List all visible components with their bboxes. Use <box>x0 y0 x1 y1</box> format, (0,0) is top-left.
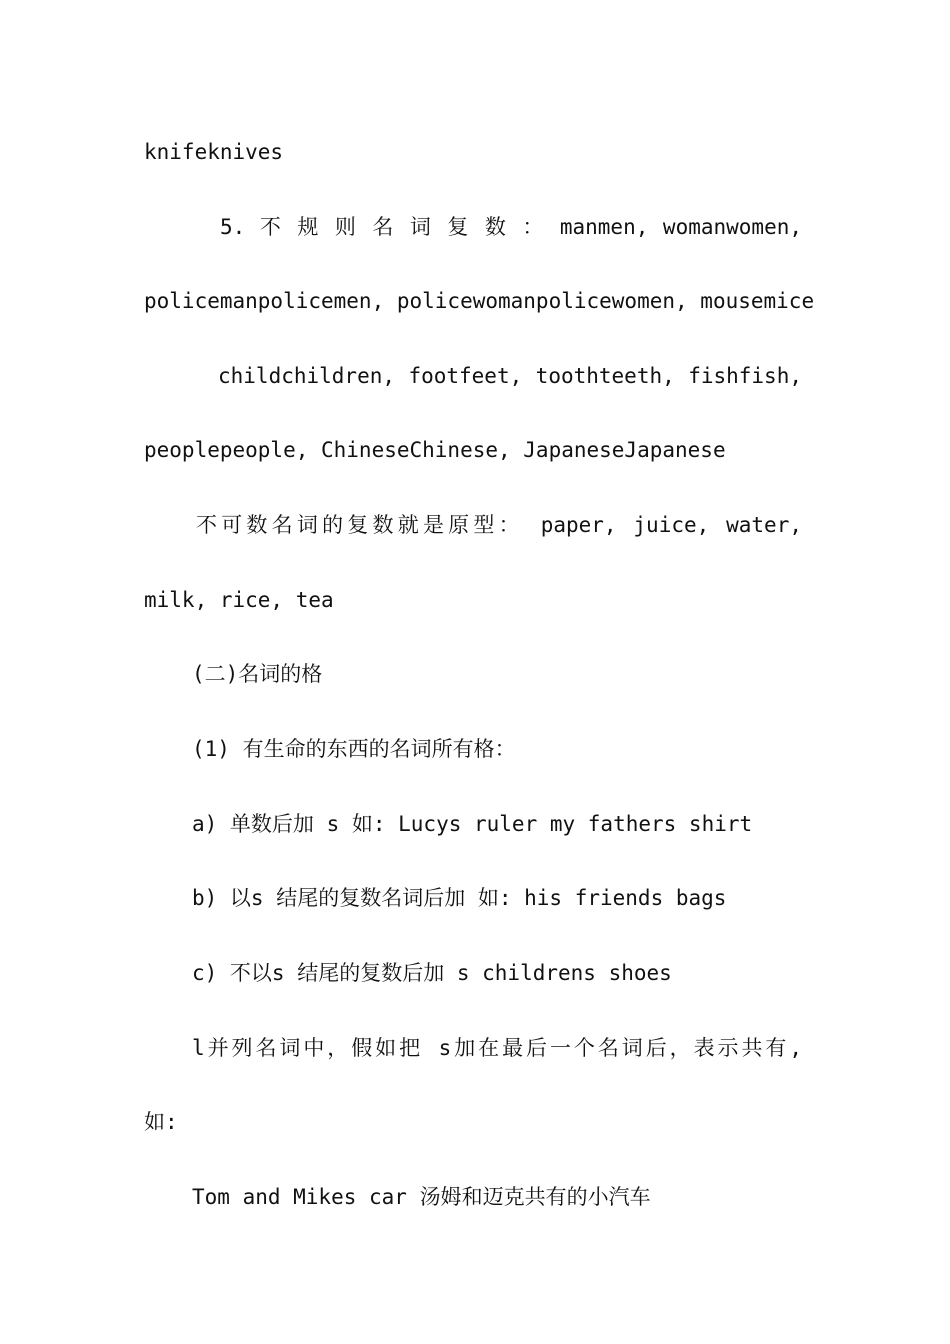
list-item-b: b) 以s 结尾的复数名词后加 如: his friends bags <box>192 886 727 910</box>
text-line-example-tom-mike: Tom and Mikes car 汤姆和迈克共有的小汽车 <box>192 1185 651 1209</box>
text-line-milk: milk, rice, tea <box>144 588 334 612</box>
text-line-knife: knifeknives <box>144 140 284 164</box>
section-heading-noun-case: (二)名词的格 <box>192 662 323 686</box>
text-line-children: childchildren, footfeet, toothteeth, fishfish, <box>218 364 802 388</box>
text-line-example-label: 如: <box>144 1110 178 1134</box>
list-item-c: c) 不以s 结尾的复数后加 s childrens shoes <box>192 961 672 985</box>
text-line-joint-possession: l并列名词中，假如把 s加在最后一个名词后，表示共有, <box>192 1036 802 1060</box>
text-line-irregular-plurals-heading: 5. 不 规 则 名 词 复 数 ： manmen, womanwomen, <box>220 215 802 239</box>
text-line-uncountable: 不可数名词的复数就是原型： paper, juice, water, <box>196 513 802 537</box>
text-line-possessive-rule: (1) 有生命的东西的名词所有格： <box>192 737 516 761</box>
list-item-a: a) 单数后加 s 如: Lucys ruler my fathers shirt <box>192 812 753 836</box>
text-line-people: peoplepeople, ChineseChinese, JapaneseJapanese <box>144 438 726 462</box>
text-line-policeman: policemanpolicemen, policewomanpolicewomen, mousemice <box>144 289 815 313</box>
